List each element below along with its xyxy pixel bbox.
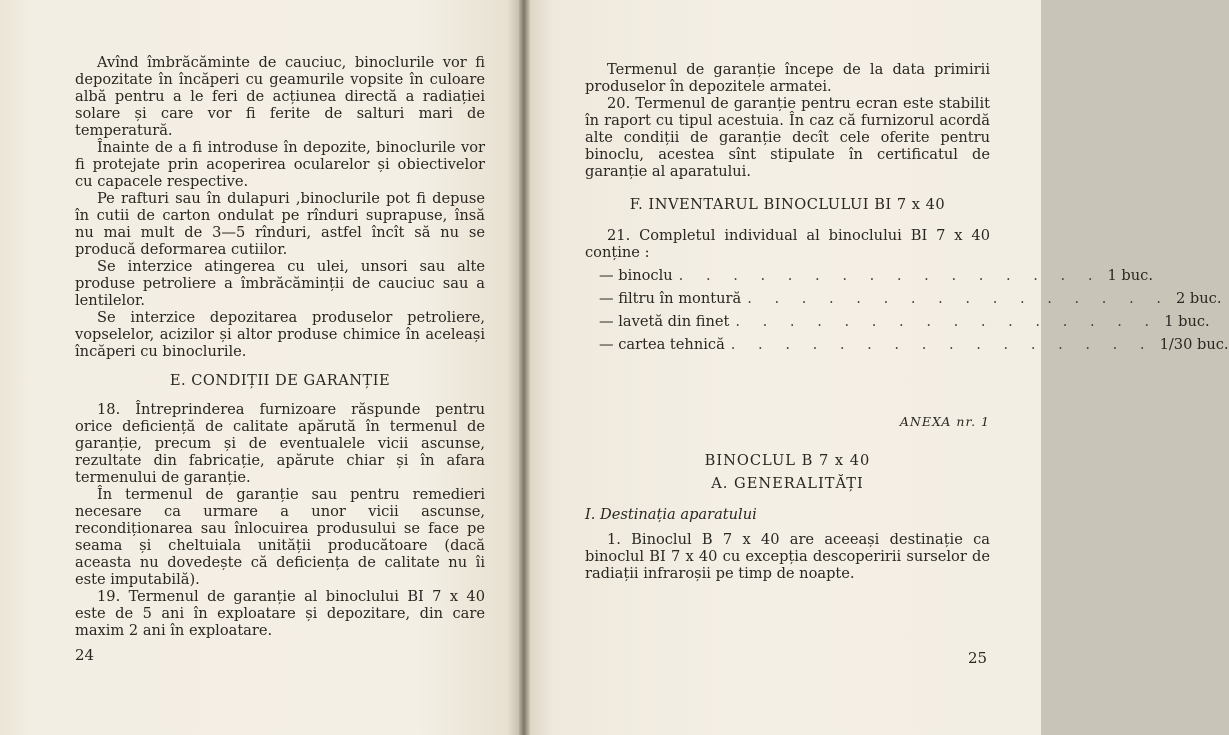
inventory-item-qty: 1/30 buc. bbox=[1159, 336, 1229, 353]
inventory-item-qty: 1 buc. bbox=[1107, 267, 1153, 284]
inventory-item-label: — lavetă din finet bbox=[599, 313, 730, 330]
annex-title: BINOCLUL B 7 x 40 bbox=[704, 452, 871, 469]
paragraph: 19. Termenul de garanție al binoclului BI 7 x 40 este de 5 ani în exploatare și depozitare, din care maxim 2 ani în exploatare. bbox=[75, 588, 485, 639]
paragraph: Avînd îmbrăcăminte de cauciuc, binoclurile vor fi depozitate în încăperi cu geamurile vopsite în culoare albă pentru a le feri de acțiunea directă a radiației solare și care vor fi ferite de salturi mari de temperatură. bbox=[75, 54, 485, 139]
inventory-item-qty: 1 buc. bbox=[1164, 313, 1210, 330]
inventory-item bbox=[585, 290, 1222, 307]
inventory-item bbox=[585, 336, 1229, 353]
paragraph: 18. Întreprinderea furnizoare răspunde pentru orice deficiență de calitate apărută în termenul de garanție, precum și de eventualele vicii ascunse, rezultate din fabricație, apărute chiar și în afara termenului de garanție. bbox=[75, 401, 485, 486]
paragraph: Termenul de garanție începe de la data primirii produselor în depozitele armatei. bbox=[585, 61, 990, 95]
paragraph: 20. Termenul de garanție pentru ecran este stabilit în raport cu tipul acestuia. În caz că furnizorul acordă alte condiții de garanție decît cele oferite pentru binoclu, acestea sînt stipulate în certificatul de garanție al aparatului. bbox=[585, 95, 990, 180]
annex-section-heading: A. GENERALITĂȚI bbox=[711, 475, 864, 492]
section-heading-guarantee: E. CONDIȚII DE GARANȚIE bbox=[169, 372, 391, 389]
left-page-text bbox=[75, 54, 485, 639]
inventory-item bbox=[585, 267, 1153, 284]
page-number-left: 24 bbox=[75, 646, 95, 664]
inventory-item-qty: 2 buc. bbox=[1176, 290, 1222, 307]
leader-dots: . . . . . . . . . . . . . . . . bbox=[730, 336, 1154, 353]
inventory-item-label: — cartea tehnică bbox=[599, 336, 725, 353]
right-page-text bbox=[585, 61, 1229, 582]
book-gutter bbox=[519, 0, 530, 735]
leader-dots: . . . . . . . . . . . . . . . . bbox=[678, 267, 1102, 284]
leader-dots: . . . . . . . . . . . . . . . . bbox=[747, 290, 1170, 307]
paragraph: Se interzice depozitarea produselor petroliere, vopselelor, acizilor și altor produse chimice în aceleași încăperi cu binoclurile. bbox=[75, 309, 485, 360]
section-heading-inventory: F. INVENTARUL BINOCLULUI BI 7 x 40 bbox=[629, 196, 946, 213]
inventory-intro: 21. Completul individual al binoclului BI 7 x 40 conține : bbox=[585, 227, 990, 261]
paragraph: 1. Binoclul B 7 x 40 are aceeași destinație ca binoclul BI 7 x 40 cu excepția descoperirii surselor de radiații infraroșii pe timp de noapte. bbox=[585, 531, 990, 582]
paragraph: Pe rafturi sau în dulapuri ,binoclurile pot fi depuse în cutii de carton ondulat pe rînduri suprapuse, însă nu mai mult de 3—5 rînduri, astfel încît să nu se producă deformarea cutiilor. bbox=[75, 190, 485, 258]
subsection-heading: I. Destinația aparatului bbox=[585, 506, 757, 523]
page-number-right: 25 bbox=[968, 649, 988, 667]
leader-dots: . . . . . . . . . . . . . . . . bbox=[735, 313, 1159, 330]
paragraph: Se interzice atingerea cu ulei, unsori sau alte produse petroliere a îmbrăcăminții de cauciuc sau a lentilelor. bbox=[75, 258, 485, 309]
paragraph: Înainte de a fi introduse în depozite, binoclurile vor fi protejate prin acoperirea ocularelor și obiectivelor cu capacele respective. bbox=[75, 139, 485, 190]
paragraph: În termenul de garanție sau pentru remedieri necesare ca urmare a unor vicii ascunse, recondiționarea sau înlocuirea produsului se face pe seama și cheltuiala unității producătoare (dacă aceasta nu dovedește că deficiența de calitate nu îi este imputabilă). bbox=[75, 486, 485, 588]
inventory-item-label: — filtru în montură bbox=[599, 290, 742, 307]
annex-label: ANEXA nr. 1 bbox=[899, 414, 990, 429]
inventory-item bbox=[585, 313, 1210, 330]
inventory-item-label: — binoclu bbox=[599, 267, 673, 284]
